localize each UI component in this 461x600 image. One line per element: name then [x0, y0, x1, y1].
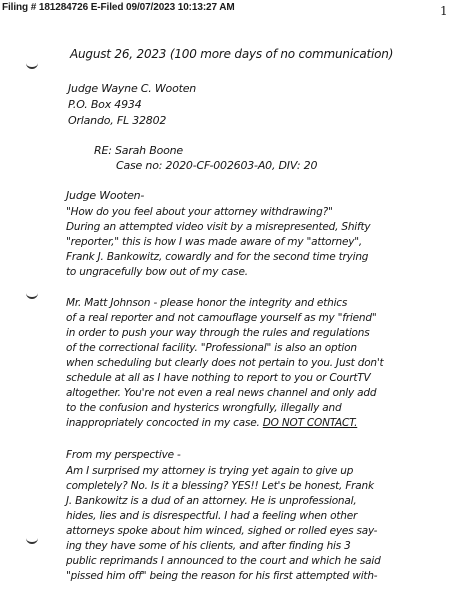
paragraph-line [66, 416, 357, 430]
paragraph-line: Mr. Matt Johnson - please honor the integrity and ethics [66, 297, 348, 309]
perspective-heading: From my perspective - [66, 449, 181, 461]
address-line: P.O. Box 4934 [68, 98, 142, 111]
paragraph-line: "How do you feel about your attorney withdrawing?" [66, 206, 333, 218]
filing-stamp: Filing # 181284726 E-Filed 09/07/2023 10:13:27 AM [2, 2, 235, 13]
salutation: Judge Wooten- [66, 189, 145, 202]
paragraph-line: to the confusion and hysterics wrongfully, illegally and [66, 402, 342, 414]
paragraph-line: "pissed him off" being the reason for his first attempted with- [66, 570, 378, 582]
page-number: 1 [440, 4, 448, 18]
date-line: August 26, 2023 (100 more days of no communication) [70, 47, 394, 61]
paragraph-text: inappropriately concocted in my case. [66, 417, 260, 429]
binder-hole-mark [26, 535, 38, 544]
paragraph-line: completely? No. Is it a blessing? YES!! Let's be honest, Frank [66, 480, 374, 492]
paragraph-line: of a real reporter and not camouflage yourself as my "friend" [66, 312, 377, 324]
paragraph-line: Am I surprised my attorney is trying yet again to give up [66, 465, 354, 477]
binder-hole-mark [26, 290, 38, 299]
paragraph-line: Frank J. Bankowitz, cowardly and for the second time trying [66, 251, 369, 263]
address-line: Orlando, FL 32802 [68, 114, 167, 127]
paragraph-line: altogether. You're not even a real news channel and only add [66, 387, 377, 399]
paragraph-line: of the correctional facility. "Professional" is also an option [66, 342, 357, 354]
paragraph-line: attorneys spoke about him winced, sighed or rolled eyes say- [66, 525, 378, 537]
paragraph-line: During an attempted video visit by a misrepresented, Shifty [66, 221, 371, 233]
paragraph-line: public reprimands I announced to the court and which he said [66, 555, 381, 567]
re-line: RE: Sarah Boone [94, 144, 183, 157]
paragraph-line: when scheduling but clearly does not pertain to you. Just don't [66, 357, 384, 369]
paragraph-line: ing they have some of his clients, and after finding his 3 [66, 540, 351, 552]
paragraph-line: hides, lies and is disrespectful. I had a feeling when other [66, 510, 358, 522]
paragraph-line: in order to push your way through the rules and regulations [66, 327, 370, 339]
do-not-contact-text: DO NOT CONTACT. [262, 417, 358, 429]
address-line: Judge Wayne C. Wooten [68, 82, 197, 95]
paragraph-line: to ungracefully bow out of my case. [66, 266, 248, 278]
binder-hole-mark [26, 60, 38, 69]
paragraph-line: schedule at all as I have nothing to report to you or CourtTV [66, 372, 371, 384]
case-line: Case no: 2020-CF-002603-A0, DIV: 20 [116, 159, 318, 172]
paragraph-line: "reporter," this is how I was made aware of my "attorney", [66, 236, 363, 248]
paragraph-line: J. Bankowitz is a dud of an attorney. He is unprofessional, [66, 495, 357, 507]
